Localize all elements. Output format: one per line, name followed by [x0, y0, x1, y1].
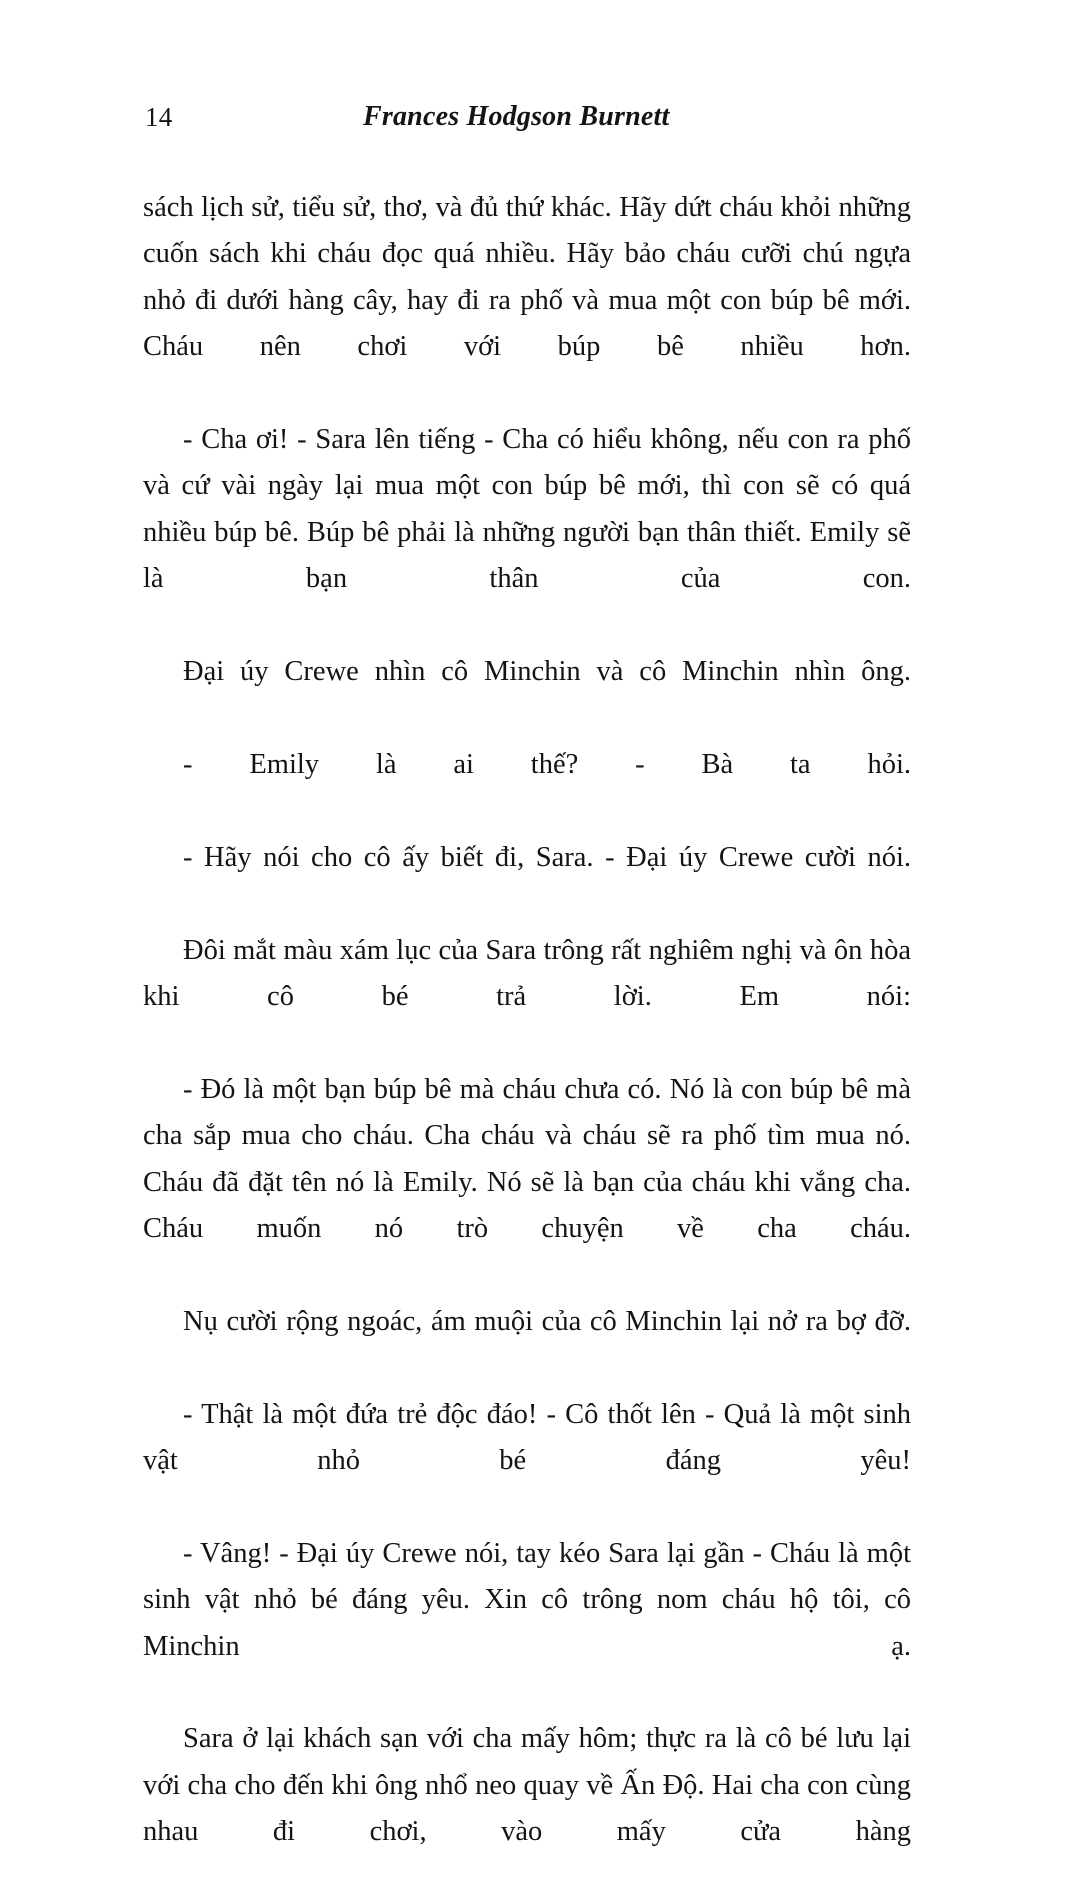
body-text: [143, 185, 911, 1902]
paragraph: sách lịch sử, tiểu sử, thơ, và đủ thứ khác. Hãy dứt cháu khỏi những cuốn sách khi cháu đọc quá nhiều. Hãy bảo cháu cưỡi chú ngựa nhỏ đi dưới hàng cây, hay đi ra phố và mua một con búp bê mới. Cháu nên chơi với búp bê nhiều hơn.: [143, 192, 911, 363]
paragraph: - Đó là một bạn búp bê mà cháu chưa có. Nó là con búp bê mà cha sắp mua cho cháu. Cha cháu và cháu sẽ ra phố tìm mua nó. Cháu đã đặt tên nó là Emily. Nó sẽ là bạn của cháu khi vắng cha. Cháu muốn nó trò chuyện về cha cháu.: [143, 1073, 911, 1244]
running-title: Frances Hodgson Burnett: [363, 101, 670, 132]
paragraph: Sara ở lại khách sạn với cha mấy hôm; thực ra là cô bé lưu lại với cha cho đến khi ông nhổ neo quay về Ấn Độ. Hai cha con cùng nhau đi chơi, vào mấy cửa hàng: [143, 1723, 911, 1848]
paragraph: Đôi mắt màu xám lục của Sara trông rất nghiêm nghị và ôn hòa khi cô bé trả lời. Em nói:: [143, 934, 911, 1012]
paragraph: - Vâng! - Đại úy Crewe nói, tay kéo Sara lại gần - Cháu là một sinh vật nhỏ bé đáng yêu. Xin cô trông nom cháu hộ tôi, cô Minchin ạ.: [143, 1537, 911, 1662]
paragraph: - Thật là một đứa trẻ độc đáo! - Cô thốt lên - Quả là một sinh vật nhỏ bé đáng yêu!: [143, 1398, 911, 1476]
paragraph: Đại úy Crewe nhìn cô Minchin và cô Minchin nhìn ông.: [183, 656, 911, 688]
paragraph: - Hãy nói cho cô ấy biết đi, Sara. - Đại úy Crewe cười nói.: [183, 841, 911, 873]
page-header: [145, 100, 935, 140]
paragraph: Nụ cười rộng ngoác, ám muội của cô Minchin lại nở ra bợ đỡ.: [183, 1305, 911, 1337]
paragraph: - Cha ơi! - Sara lên tiếng - Cha có hiểu không, nếu con ra phố và cứ vài ngày lại mua một con búp bê mới, thì con sẽ có quá nhiều búp bê. Búp bê phải là những người bạn thân thiết. Emily sẽ là bạn thân của con.: [143, 424, 911, 595]
paragraph: - Emily là ai thế? - Bà ta hỏi.: [183, 748, 911, 780]
page-number: 14: [145, 102, 173, 132]
